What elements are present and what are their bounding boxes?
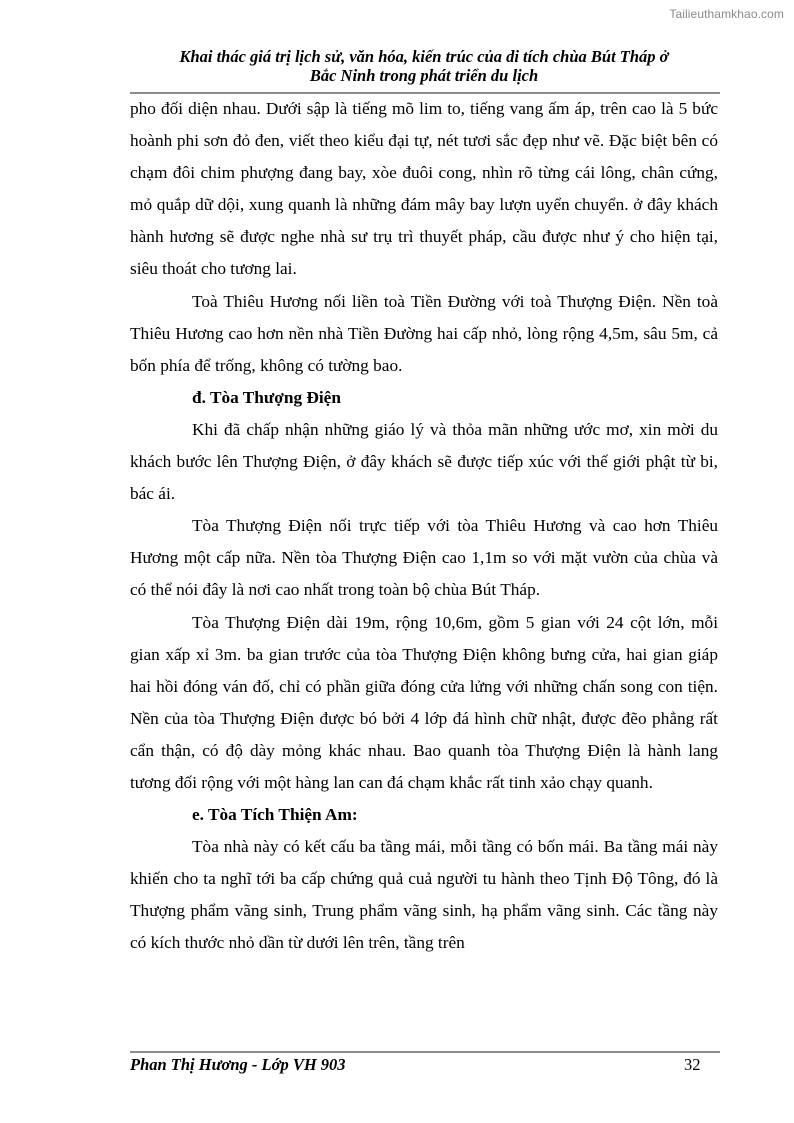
paragraph-thuong-dien-intro: Khi đã chấp nhận những giáo lý và thỏa mãn những ước mơ, xin mời du khách bước lên Thượng Điện, ở đây khách sẽ được tiếp xúc với thế giới phật từ bi, bác ái. [130,419,718,504]
footer-author: Phan Thị Hương - Lớp VH 903 [130,1055,346,1074]
page-number: 32 [684,1055,701,1074]
header-title-line-1: Khai thác giá trị lịch sử, văn hóa, kiến trúc của di tích chùa Bút Tháp ở [179,47,669,66]
running-header [130,47,718,85]
paragraph-tich-thien-am: Tòa nhà này có kết cấu ba tầng mái, mỗi tầng có bốn mái. Ba tầng mái này khiến cho ta nghĩ tới ba cấp chứng quả cuả người tu hành theo Tịnh Độ Tông, đó là Thượng phẩm vãng sinh, Trung phẩm vãng sinh, hạ phẩm vãng sinh. Các tầng này có kích thước nhỏ dần từ dưới lên trên, tầng trên [130,837,718,953]
watermark: Tailieuthamkhao.com [669,7,784,21]
footer-divider [130,1051,720,1053]
section-heading-tich-thien-am: e. Tòa Tích Thiện Am: [192,805,358,825]
section-heading-thuong-dien: đ. Tòa Thượng Điện [192,387,341,407]
header-title-line-2: Bắc Ninh trong phát triển du lịch [309,66,539,85]
paragraph-thieu-huong: Toà Thiêu Hương nối liền toà Tiền Đường với toà Thượng Điện. Nền toà Thiêu Hương cao hơn nền nhà Tiền Đường hai cấp nhỏ, lòng rộng 4,5m, sâu 5m, cả bốn phía để trống, không có tường bao. [130,291,718,375]
paragraph-thuong-dien-connection: Tòa Thượng Điện nối trực tiếp với tòa Thiêu Hương và cao hơn Thiêu Hương một cấp nữa. Nền tòa Thượng Điện cao 1,1m so với mặt vườn của chùa và có thể nói đây là nơi cao nhất trong toàn bộ chùa Bút Tháp. [130,516,718,600]
paragraph-continued: pho đối diện nhau. Dưới sập là tiếng mõ lim to, tiếng vang ấm áp, trên cao là 5 bức hoành phi sơn đỏ đen, viết theo kiểu đại tự, nét tươi sắc đẹp như vẽ. Đặc biệt bên có chạm đôi chim phượng đang bay, xòe đuôi cong, nhìn rõ từng cái lông, chân cứng, mỏ quắp dữ dội, xung quanh là những đám mây bay lượn uyển chuyển. ở đây khách hành hương sẽ được nghe nhà sư trụ trì thuyết pháp, cầu được như ý cho hiện tại, siêu thoát cho tương lai. [130,99,718,279]
paragraph-thuong-dien-dimensions: Tòa Thượng Điện dài 19m, rộng 10,6m, gồm 5 gian với 24 cột lớn, mỗi gian xấp xỉ 3m. ba gian trước của tòa Thượng Điện không bưng cửa, hai gian giáp hai hồi đóng ván đố, chỉ có phần giữa đóng cửa lửng với những chấn song con tiện. Nền của tòa Thượng Điện được bó bởi 4 lớp đá hình chữ nhật, được đẽo phẳng rất cẩn thận, có độ dày mỏng khác nhau. Bao quanh tòa Thượng Điện là hành lang tương đối rộng với một hàng lan can đá chạm khắc rất tinh xảo chạy quanh. [130,612,718,792]
page-body [130,93,718,960]
